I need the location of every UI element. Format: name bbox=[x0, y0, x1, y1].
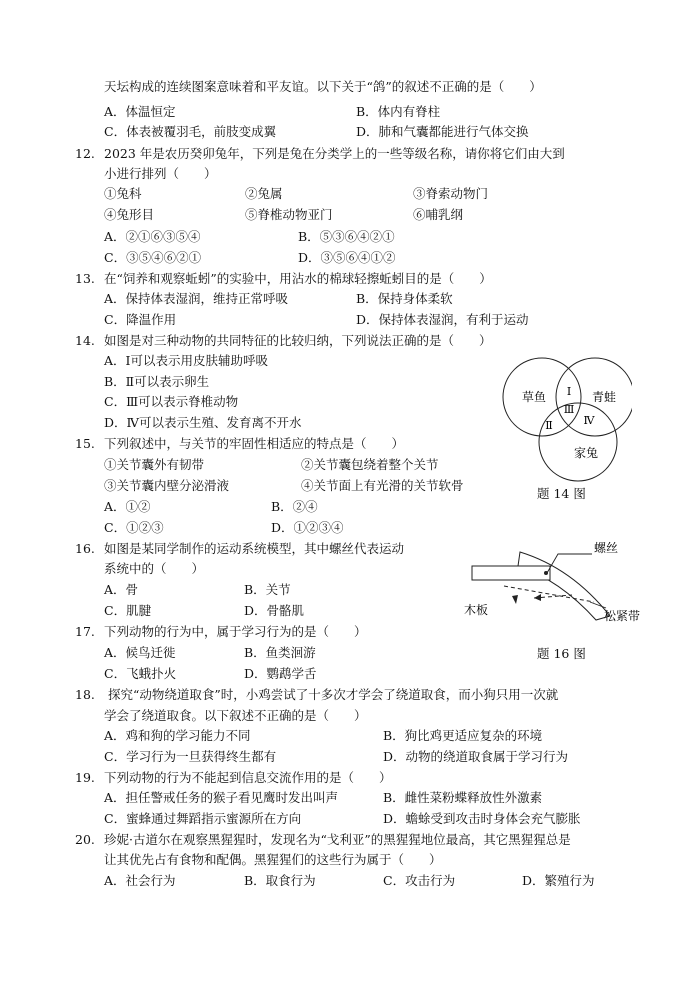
q14-option-d: D．Ⅳ可以表示生殖、发育离不开水 bbox=[104, 415, 302, 430]
q18-option-c: C．学习行为一旦获得终生都有 bbox=[104, 749, 277, 764]
q19-option-c: C．蜜蜂通过舞蹈指示蜜源所在方向 bbox=[104, 811, 302, 826]
q16-option-a: A．骨 bbox=[104, 582, 139, 597]
q17-stem: 下列动物的行为中，属于学习行为的是（ ） bbox=[104, 624, 367, 639]
q18-stem-line1: 探究“动物绕道取食”时，小鸡尝试了十多次才学会了绕道取食，而小狗只用一次就 bbox=[108, 687, 559, 702]
q12-item-6: ⑥哺乳纲 bbox=[413, 207, 464, 222]
q15-option-c: C．①②③ bbox=[104, 520, 164, 535]
q12-stem-line2: 小进行排列（ ） bbox=[104, 166, 217, 181]
venn-label-carp: 草鱼 bbox=[521, 390, 547, 404]
q17-option-c: C．飞蛾扑火 bbox=[104, 666, 177, 681]
lower-board bbox=[518, 552, 610, 620]
q12-stem-line1: 2023 年是农历癸卯兔年，下列是兔在分类学上的一些等级名称，请你将它们由大到 bbox=[104, 146, 565, 161]
q12-option-c: C．③⑤④⑥②① bbox=[104, 250, 202, 265]
q19-number: 19. bbox=[75, 770, 95, 785]
q15-statement-3: ③关节囊内壁分泌滑液 bbox=[104, 478, 230, 493]
q19-stem: 下列动物的行为不能起到信息交流作用的是（ ） bbox=[104, 770, 392, 785]
q18-option-d: D．动物的绕道取食属于学习行为 bbox=[383, 749, 569, 764]
q20-option-a: A．社会行为 bbox=[104, 873, 176, 888]
q18-number: 18. bbox=[75, 687, 95, 702]
q12-item-4: ④兔形目 bbox=[104, 207, 155, 222]
q12-item-2: ②兔属 bbox=[245, 186, 283, 201]
q14-option-a: A．Ⅰ可以表示用皮肤辅助呼吸 bbox=[104, 353, 268, 368]
q19-option-b: B．雌性菜粉蝶释放性外激素 bbox=[383, 790, 543, 805]
q20-stem-line2: 让其优先占有食物和配偶。黑猩猩们的这些行为属于（ ） bbox=[104, 852, 442, 867]
q16-option-b: B．关节 bbox=[244, 582, 291, 597]
q15-stem: 下列叙述中，与关节的牢固性相适应的特点是（ ） bbox=[104, 436, 405, 451]
q17-number: 17. bbox=[75, 624, 95, 639]
q12-item-5: ⑤脊椎动物亚门 bbox=[245, 207, 333, 222]
venn-region-2: Ⅱ bbox=[545, 419, 553, 432]
q14-option-c: C．Ⅲ可以表示脊椎动物 bbox=[104, 394, 239, 409]
label-screw: 螺丝 bbox=[594, 541, 619, 555]
q17-option-b: B．鱼类洄游 bbox=[244, 645, 316, 660]
q16-number: 16. bbox=[75, 541, 95, 556]
q15-option-a: A．①② bbox=[104, 499, 151, 514]
q20-option-b: B．取食行为 bbox=[244, 873, 316, 888]
q13-option-c: C．降温作用 bbox=[104, 312, 177, 327]
q18-option-b: B．狗比鸡更适应复杂的环境 bbox=[383, 728, 543, 743]
upper-board bbox=[472, 566, 550, 580]
q16-model-diagram bbox=[460, 540, 660, 625]
q13-number: 13. bbox=[75, 271, 95, 286]
q18-stem-line2: 学会了绕道取食。以下叙述不正确的是（ ） bbox=[104, 708, 367, 723]
q20-option-c: C．攻击行为 bbox=[383, 873, 456, 888]
venn-region-4: Ⅳ bbox=[583, 414, 595, 427]
q13-option-a: A．保持体表湿润，维持正常呼吸 bbox=[104, 291, 289, 306]
q13-stem: 在“饲养和观察蚯蚓”的实验中，用沾水的棉球轻擦蚯蚓目的是（ ） bbox=[104, 271, 492, 286]
q20-stem-line1: 珍妮·古道尔在观察黑猩猩时，发现名为“戈利亚”的黑猩猩地位最高，其它黑猩猩总是 bbox=[104, 832, 571, 847]
q19-option-d: D．蟾蜍受到攻击时身体会充气膨胀 bbox=[383, 811, 581, 826]
venn-circle-rabbit bbox=[539, 403, 617, 481]
q12-item-1: ①兔科 bbox=[104, 186, 142, 201]
arrow-head-down-icon bbox=[512, 595, 518, 604]
q14-option-b: B．Ⅱ可以表示卵生 bbox=[104, 374, 210, 389]
q11-option-d: D．肺和气囊都能进行气体交换 bbox=[356, 124, 529, 139]
q18-option-a: A．鸡和狗的学习能力不同 bbox=[104, 728, 251, 743]
q14-stem: 如图是对三种动物的共同特征的比较归纳，下列说法正确的是（ ） bbox=[104, 333, 492, 348]
q13-option-b: B．保持身体柔软 bbox=[356, 291, 453, 306]
q12-item-3: ③脊索动物门 bbox=[413, 186, 489, 201]
venn-label-frog: 青蛙 bbox=[591, 390, 617, 404]
q16-stem-line2: 系统中的（ ） bbox=[104, 561, 205, 576]
q12-option-a: A．②①⑥③⑤④ bbox=[104, 229, 201, 244]
q15-statement-1: ①关节囊外有韧带 bbox=[104, 457, 205, 472]
label-board: 木板 bbox=[464, 603, 489, 617]
q12-number: 12. bbox=[75, 146, 95, 161]
q13-option-d: D．保持体表湿润，有利于运动 bbox=[356, 312, 529, 327]
label-elastic-band: 松紧带 bbox=[604, 609, 641, 623]
venn-region-1: Ⅰ bbox=[566, 385, 572, 398]
q15-option-b: B．②④ bbox=[271, 499, 318, 514]
q15-statement-4: ④关节面上有光滑的关节软骨 bbox=[301, 478, 464, 493]
q11-option-b: B．体内有脊柱 bbox=[356, 104, 441, 119]
arrow-head-icon bbox=[534, 594, 541, 601]
q16-figure-caption: 题 16 图 bbox=[537, 646, 586, 661]
q14-number: 14. bbox=[75, 333, 95, 348]
q20-option-d: D．繁殖行为 bbox=[522, 873, 595, 888]
q17-option-d: D．鹦鹉学舌 bbox=[244, 666, 317, 681]
q12-option-b: B．⑤③⑥④②① bbox=[298, 229, 395, 244]
venn-label-rabbit: 家兔 bbox=[573, 446, 599, 460]
q15-number: 15. bbox=[75, 436, 95, 451]
q16-stem-line1: 如图是某同学制作的运动系统模型，其中螺丝代表运动 bbox=[104, 541, 405, 556]
q20-number: 20. bbox=[75, 832, 95, 847]
q11-stem-line: 天坛构成的连续图案意味着和平友谊。以下关于“鸽”的叙述不正确的是（ ） bbox=[104, 79, 542, 94]
venn-region-3: Ⅲ bbox=[563, 403, 575, 416]
q15-statement-2: ②关节囊包绕着整个关节 bbox=[301, 457, 439, 472]
q16-option-c: C．肌腱 bbox=[104, 603, 152, 618]
q19-option-a: A．担任警戒任务的猴子看见鹰时发出叫声 bbox=[104, 790, 339, 805]
q15-option-d: D．①②③④ bbox=[271, 520, 344, 535]
q16-option-d: D．骨骼肌 bbox=[244, 603, 305, 618]
q14-venn-diagram bbox=[500, 350, 632, 485]
q11-option-c: C．体表被覆羽毛，前肢变成翼 bbox=[104, 124, 277, 139]
q14-figure-caption: 题 14 图 bbox=[537, 486, 586, 501]
q11-option-a: A．体温恒定 bbox=[104, 104, 176, 119]
q12-option-d: D．③⑤⑥④①② bbox=[298, 250, 396, 265]
q17-option-a: A．候鸟迁徙 bbox=[104, 645, 176, 660]
